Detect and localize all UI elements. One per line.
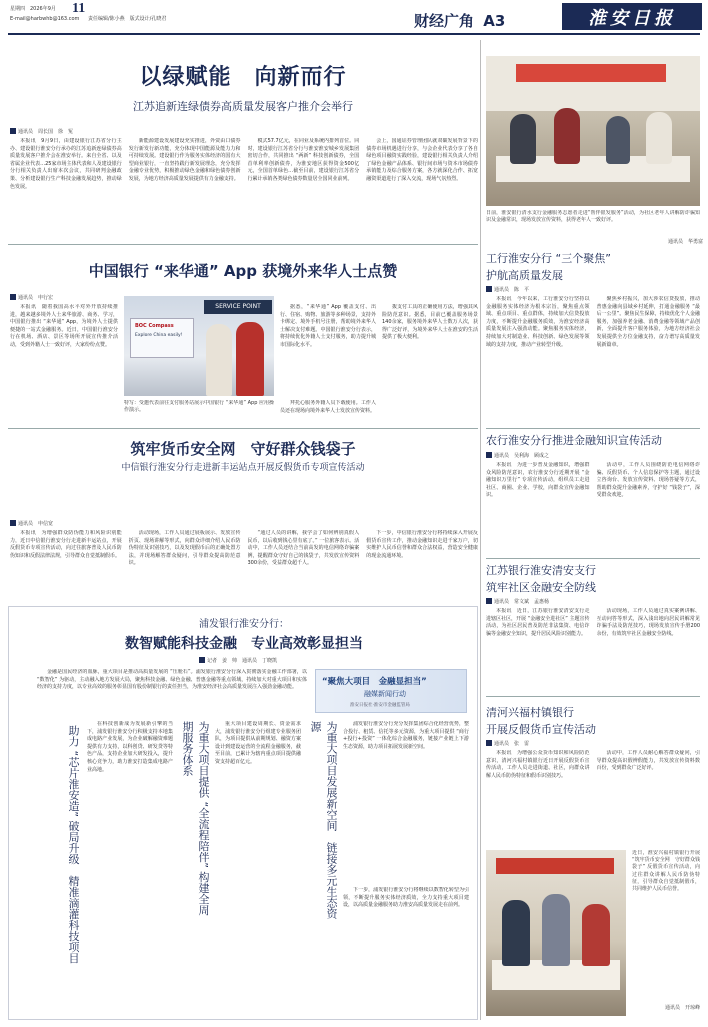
photo-banner-red <box>496 858 614 874</box>
masthead-editors: 责任编辑/陈小燕 版式设计/孔晓君 <box>88 16 167 22</box>
story1-subtitle: 江苏追新连绿债券高质量发展客户推介会举行 <box>133 100 353 113</box>
photo-person-4 <box>646 112 672 164</box>
spdb-banner-title: “聚焦大项目 金融显担当” <box>322 677 427 687</box>
photo-person-left <box>206 324 232 396</box>
story1-col4-text: 会上，国通证券管理团队就双碳发展背景下的债券市场机遇进行分享，与会企业代表分享了各自绿色项目融资实践经验，建设银行相关负责人介绍了绿色金融产品体系、银行间市场与资本市场债券承销能力及综合服务方案，各方就深化合作、拓宽融资渠道进行了深入交流，现场气氛热烈。 <box>366 138 478 182</box>
spdb-c3-text: 浦发银行淮安分行充分发挥集团综合化经营优势，整合投行、租赁、信托等多元资源，为重大项目提供 “商行+投行+投资” 一体化综合金融服务，链接产业链上下游生态资源，助力项目拓展发展新空间。 <box>343 721 469 750</box>
story3-col3 <box>248 530 360 602</box>
photo-sign-board: SERVICE POINT <box>204 300 272 314</box>
story1-col3 <box>248 138 360 238</box>
spdb-c2 <box>215 721 301 1013</box>
spdb-c4-text: 下一步，浦发银行淮安分行将继续以数智化转型为引领，不断提升服务实体经济质效，全力支持重大项目建设，以高质量金融服务助力淮安高质量发展走在前列。 <box>343 887 469 909</box>
story3-col2-text: 活动现场，工作人员通过展板展示、发放宣传折页、现场讲解等形式，向群众详细介绍人民币防伪特征及识别技巧，以及发现假币后的正确处置方法，并现场解答群众疑问，引导群众提高防范意识。 <box>128 530 241 567</box>
story-r1 <box>486 250 700 430</box>
masthead-rule <box>8 33 700 35</box>
byline-mark-icon <box>486 740 492 746</box>
byline-mark-icon <box>10 520 16 526</box>
story3-col1-text: 本报讯 为增强群众防伪能力和风险识别能力，近日中信银行淮安分行走进新丰运站点，开展反假货币专项宣传活动，向过往旅客普及人民币防伪知识和反假法律法规，引导群众自觉抵制假币。 <box>10 530 122 559</box>
story-r1-col2-text: 聚焦乡村振兴，加大涉农信贷投放，推动普惠金融向县域乡村延伸，打通金融服务 “最后一公里”。聚焦民生保障，持续优化个人金融服务，加强养老金融、消费金融等领域产品创新，全面提升客户服务体验，为地方经济社会发展提供全方位金融支持，奋力谱写高质量发展新篇章。 <box>596 296 700 348</box>
photo-person-right <box>236 322 264 396</box>
story3-col4 <box>366 530 478 602</box>
photo-person-2 <box>542 894 570 966</box>
story1 <box>8 40 478 238</box>
spdb-c3 <box>343 721 469 881</box>
story-r2-col1 <box>486 462 590 548</box>
story-r2-col1-text: 本报讯 为进一步普及金融知识，增强群众风险防范意识，农行淮安分行近期开展 “金融知识万里行” 专项宣传活动，组织员工走进社区、商圈、企业、学校，向群众宣传金融知识。 <box>486 462 590 499</box>
spdb-c2-text: 重大项目建设周期长、资金需求大，浦发银行淮安分行组建专业服务团队，为项目提供从前期规划、融资方案设计到建设运营的全流程金融服务，截至目前，已累计为辖内重点项目提供融资支持超百亿元。 <box>215 721 301 765</box>
spdb-banner-sub: 融媒新闻行动 <box>364 690 406 698</box>
story-r2-body <box>486 462 700 548</box>
story-r3-col1 <box>486 608 590 688</box>
story1-title: 以绿赋能 向新而行 <box>139 64 347 90</box>
story-r3-body <box>486 608 700 688</box>
paper-logo <box>562 3 702 30</box>
paper-name: 淮安日报 <box>588 7 676 29</box>
story-r4-photo-caption: 近日，淮安兴福村镇银行开展 “筑牢货币安全网 守好群众钱袋子” 反假货币宣传活动，向过往群众讲解人民币防伪特征，引导群众自觉抵制假币，共同维护人民币信誉。 <box>632 850 700 893</box>
story-r4-byline-text: 通讯员 张 雷 <box>494 741 530 747</box>
story2-col4 <box>382 304 478 422</box>
masthead-date: 星期四 2026年9月 <box>10 6 56 12</box>
story-r3-subtitle: 筑牢社区金融安全防线 <box>486 581 596 594</box>
section-name: 财经广角 <box>414 12 475 30</box>
story-r3-title: 江苏银行淮安清安支行 <box>486 564 596 577</box>
spdb-kicker: 浦发银行淮安分行： <box>199 619 289 630</box>
story2-top-rule <box>8 244 478 245</box>
story2-col1-text: 本报讯 随着我国高水平对外开放持续推进，越来越多境外人士来华旅游、商务、学习，中国银行推出 “来华通” App，为境外人士提供便捷的一站式金融服务。近日，中国银行淮安分行在机场、酒店、景区等场所开展宣传推介活动，受到外籍人士一致好评，大家纷纷点赞。 <box>10 304 118 348</box>
story-r1-body <box>486 296 700 426</box>
masthead <box>0 0 708 34</box>
story-r2-top-rule <box>486 428 700 429</box>
byline-mark-icon <box>199 657 205 663</box>
page-code: A3 <box>483 12 506 30</box>
story-r4-photo <box>486 850 626 1016</box>
right-column-divider <box>480 40 481 1020</box>
story3-byline-text: 通讯员 申信宽 <box>18 521 54 527</box>
story3-col3-text: “通过人员的讲解，我学会了如何辨别真假人民币，以后收到钱心里有底了。” 一位旅客表示。活动中，工作人员还结合当前高发的电信网络诈骗案例，提醒群众守好自己的钱袋子，共发放宣传资料300余份，受益群众超千人。 <box>247 530 360 567</box>
story-r4 <box>486 700 700 1020</box>
story1-col3-text: 模式57.7亿元，在同业及系统内排列首位。同时，建设银行江苏省分行与淮安淮安城乡发展集团密切合作，共同推出 “两新” 科技创新债券，全国首单利率创新债券，为淮安地区获得资金500亿元，全国首单绿色…截至目前，建设银行江苏省分行累计承销各类绿色债券数量居全国同业前列。 <box>247 138 360 182</box>
byline-mark-icon <box>10 128 16 134</box>
story-r2-title: 农行淮安分行推进金融知识宣传活动 <box>486 434 662 447</box>
story-r1-subtitle: 护航高质量发展 <box>486 269 563 282</box>
story2-col2 <box>280 304 376 398</box>
story-r2-byline <box>486 452 549 459</box>
spdb-c1 <box>87 721 173 1013</box>
spdb-title: 数智赋能科技金融 专业高效彰显担当 <box>125 636 363 652</box>
story-r1-col1 <box>486 296 590 426</box>
story-r4-title: 清河兴福村镇银行 <box>486 706 574 719</box>
story3-col4-text: 下一步，中信银行淮安分行将持续深入开展反假货币宣传工作，推动金融知识走进千家万户，切实维护人民币信誉和群众合法权益，营造安全健康的现金流通环境。 <box>366 530 478 559</box>
spdb-c1-text: 在科技创新成为发展新引擎的当下，浦发银行淮安分行积极支持本地集成电路产业发展，为企业破解融资难题提供有力支持，以科创贷、研发贷等特色产品，支持企业加大研发投入，提升核心竞争力，助力淮安打造集成电路产业高地。 <box>87 721 173 773</box>
story2-byline-text: 通讯员 申行宏 <box>18 295 54 301</box>
story-r3-top-rule <box>486 558 700 559</box>
story-r4-col1-text: 本报讯 为增强公众货币知识和风险防范意识，清河兴福村镇银行近日开展反假货币宣传活动，工作人员走进街道、社区，向群众讲解人民币防伪特征和假币识别技巧。 <box>486 750 590 779</box>
photo-person-1 <box>502 900 530 966</box>
right-photo-credit: 通讯员 华勇富 <box>667 239 703 245</box>
story2-byline <box>10 294 53 301</box>
story-r4-subtitle: 开展反假货币宣传活动 <box>486 723 596 736</box>
story-r1-byline <box>486 286 529 293</box>
story-r1-title: 工行淮安分行 “三个聚焦” <box>486 252 611 265</box>
spdb-byline <box>199 657 277 664</box>
masthead-email: E-mail@harbwhb@163.com <box>10 16 80 22</box>
story1-byline-text: 通讯员 周长国 徐 冤 <box>18 129 74 135</box>
spdb-feature <box>8 606 478 1020</box>
spdb-banner <box>315 669 467 713</box>
story2 <box>8 250 478 425</box>
spdb-v1: 助力 “芯片淮安造” 破局升级 精准滴灌科技项目 <box>67 725 80 964</box>
story2-title: 中国银行 “来华通” App 获境外来华人士点赞 <box>88 262 398 280</box>
story3-title: 筑牢货币安全网 守好群众钱袋子 <box>130 440 356 458</box>
right-photo-caption: 日前，淮安银行清水支行金融服务志愿者走进“帮伴银发服务”活动，为社区老年人讲解防诈骗知识及金融常识，现场发放宣传资料，获得老年人一致好评。 <box>486 210 700 224</box>
story-r3-col2 <box>597 608 701 688</box>
story-r3-col2-text: 活动现场，工作人员通过真实案例讲解、互动问答等形式，深入浅出地向居民讲解常见诈骗手法及防范技巧，现场发放宣传手册200余份，有效筑牢社区金融安全防线。 <box>596 608 700 637</box>
right-top-photo <box>486 56 700 206</box>
story1-col4 <box>366 138 478 238</box>
story2-col4-text: 拨支付工具的正确使用方法，增强其风险防范意识。据悉，目前已覆盖服务场景140余家，服务境外来华人士数万人次，获得广泛好评，为境外来华人士在淮安的生活提供了极大便利。 <box>382 304 478 341</box>
story-r4-col1 <box>486 750 590 846</box>
story1-col2-text: 新能源建设发展建设充实推进，外资由口债券发行新发行新功能，充分体现中国能源及能力力和可持续发展。建设银行作为服务实体经济的国有大型商业银行，一直坚持践行新发展理念，充分发挥金融专业优势，积极推动绿色金融和绿色债券创新发展，为地方经济高质量发展提供有力金融支持。 <box>128 138 241 182</box>
story3-subtitle: 中信银行淮安分行走进新丰运站点开展反假货币专项宣传活动 <box>121 463 365 473</box>
story-r4-top-rule <box>486 696 700 697</box>
masthead-page-num: 11 <box>72 1 86 16</box>
story-r4-credit: 通讯员 开琼峰 <box>664 1005 700 1011</box>
photo-person-1 <box>510 114 536 164</box>
spdb-lead <box>37 669 307 709</box>
story1-byline <box>10 128 73 135</box>
photo-banner <box>516 64 666 82</box>
story1-col1-text: 本报讯 9月9日，由建设银行江苏省分行主办、建设银行淮安分行承办的江苏追新连绿债券高质量发展客户推介会在淮安举行。来自全省、以及省属企业代表…25家市场主体代表和人及建设银行分行相关负责人出席本次会议，共同研判金融政策、分析建设银行生产科技金融发展趋势，推动绿色发展。 <box>10 138 122 190</box>
story1-col1 <box>10 138 122 238</box>
story-r4-col2 <box>597 750 701 846</box>
story-r3-col1-text: 本报讯 近日，江苏银行淮安清安支行走进辖区社区，开展 “金融安全进社区” 主题宣传活动，为社区居民普及防范非法集资、电信诈骗等金融安全知识，提升居民风险识别能力。 <box>486 608 590 637</box>
story-r2-col2-text: 活动中，工作人员围绕防范电信网络诈骗、反假货币、个人信息保护等主题，通过设立咨询台、发放宣传资料、现场答疑等方式，帮助群众提升金融素养，守护好 “钱袋子”，深受群众欢迎。 <box>596 462 700 499</box>
photo-person-3 <box>606 116 630 164</box>
byline-mark-icon <box>10 294 16 300</box>
story2-col1 <box>10 304 118 422</box>
story-r3-byline-text: 通讯员 常文斌 孟惠杨 <box>494 599 550 605</box>
story-r4-byline <box>486 740 529 747</box>
photo-screen <box>130 318 194 358</box>
story3-col1 <box>10 530 122 602</box>
story2-col2-text: 据悉，“来华通” App 覆盖支付、出行、住宿、购物、旅游等多种场景，支持外卡绑定、境外手机号注册，帮助境外来华人士解决支付难题。中国银行淮安分行表示，将持续优化外籍人士支付服务，助力提升城市国际化水平。 <box>280 304 376 348</box>
photo-screen-banner: Explore China easily! <box>135 333 183 338</box>
spdb-c4 <box>343 887 469 1013</box>
story-r4-body <box>486 750 700 846</box>
byline-mark-icon <box>486 598 492 604</box>
story3-body <box>10 530 478 602</box>
story1-body <box>10 138 478 238</box>
story-r2-byline-text: 通讯员 吴利海 顾成之 <box>494 453 550 459</box>
spdb-lead-text: 金融是国民经济的血脉，重大项目是推动高质量发展的 “压舱石”。浦发银行淮安分行深入贯彻落实金融工作部署，以 “数智化” 为驱动，主动融入地方发展大局，聚焦科技金融、绿色金融、普惠金融等重点领域，持续加大对重大项目和实体经济的支持力度，以专业高效的服务彰显国有股份制银行的责任担当，为淮安经济社会高质量发展注入强劲金融动能。 <box>37 669 307 691</box>
story2-photo-caption: 特写：受邀代表前往支付服务站展示中国银行 “来华通” App 应用操作演示。 <box>124 400 274 414</box>
story3-byline <box>10 520 53 527</box>
spdb-v2: 为重大项目提供 “全流程陪伴” 构建全周期服务体系 <box>181 721 210 916</box>
spdb-byline-text: 记者 姜 帅 通讯员 丁晓凯 <box>207 658 278 664</box>
story-r3-byline <box>486 598 549 605</box>
story2-col3 <box>280 400 376 422</box>
story1-col2 <box>129 138 241 238</box>
story3-top-rule <box>8 428 478 429</box>
story-r1-col2 <box>597 296 701 426</box>
story-r1-col1-text: 本报讯 今年以来，工行淮安分行坚持以金融服务实体经济为根本宗旨，聚焦重点领域、重点项目、重点群体，持续加大信贷投放力度，不断提升金融服务质效，为淮安经济高质量发展注入强劲动能。聚焦服务实体经济，持续加大对制造业、科技创新、绿色发展等领域的支持力度，推动产业转型升级。 <box>486 296 590 348</box>
masthead-section <box>414 10 505 31</box>
spdb-banner-tag: 淮安日报社·淮安市金融监管局 <box>350 703 410 708</box>
story2-photo <box>124 296 274 396</box>
spdb-v3: 为重大项目发展新空间 链接多元生态资源 <box>309 721 338 919</box>
photo-person-3 <box>582 904 610 966</box>
byline-mark-icon <box>486 286 492 292</box>
story-r4-col2-text: 活动中，工作人员耐心解答群众疑问，引导群众提高识假辨假能力，共发放宣传资料数百份，受到群众广泛好评。 <box>596 750 700 772</box>
photo-person-2 <box>554 108 580 164</box>
story-r3 <box>486 562 700 692</box>
story-r2-col2 <box>597 462 701 548</box>
photo-screen-brand: BOC Compass <box>135 323 174 329</box>
story-r1-byline-text: 通讯员 陈 平 <box>494 287 530 293</box>
story3-col2 <box>129 530 241 602</box>
byline-mark-icon <box>486 452 492 458</box>
story3 <box>8 434 478 604</box>
story-r2 <box>486 432 700 552</box>
story2-col3-text: 拜托心服务外籍人员下载使用。工作人员还在现场向境外来华人士发放宣传资料。 <box>280 400 376 414</box>
